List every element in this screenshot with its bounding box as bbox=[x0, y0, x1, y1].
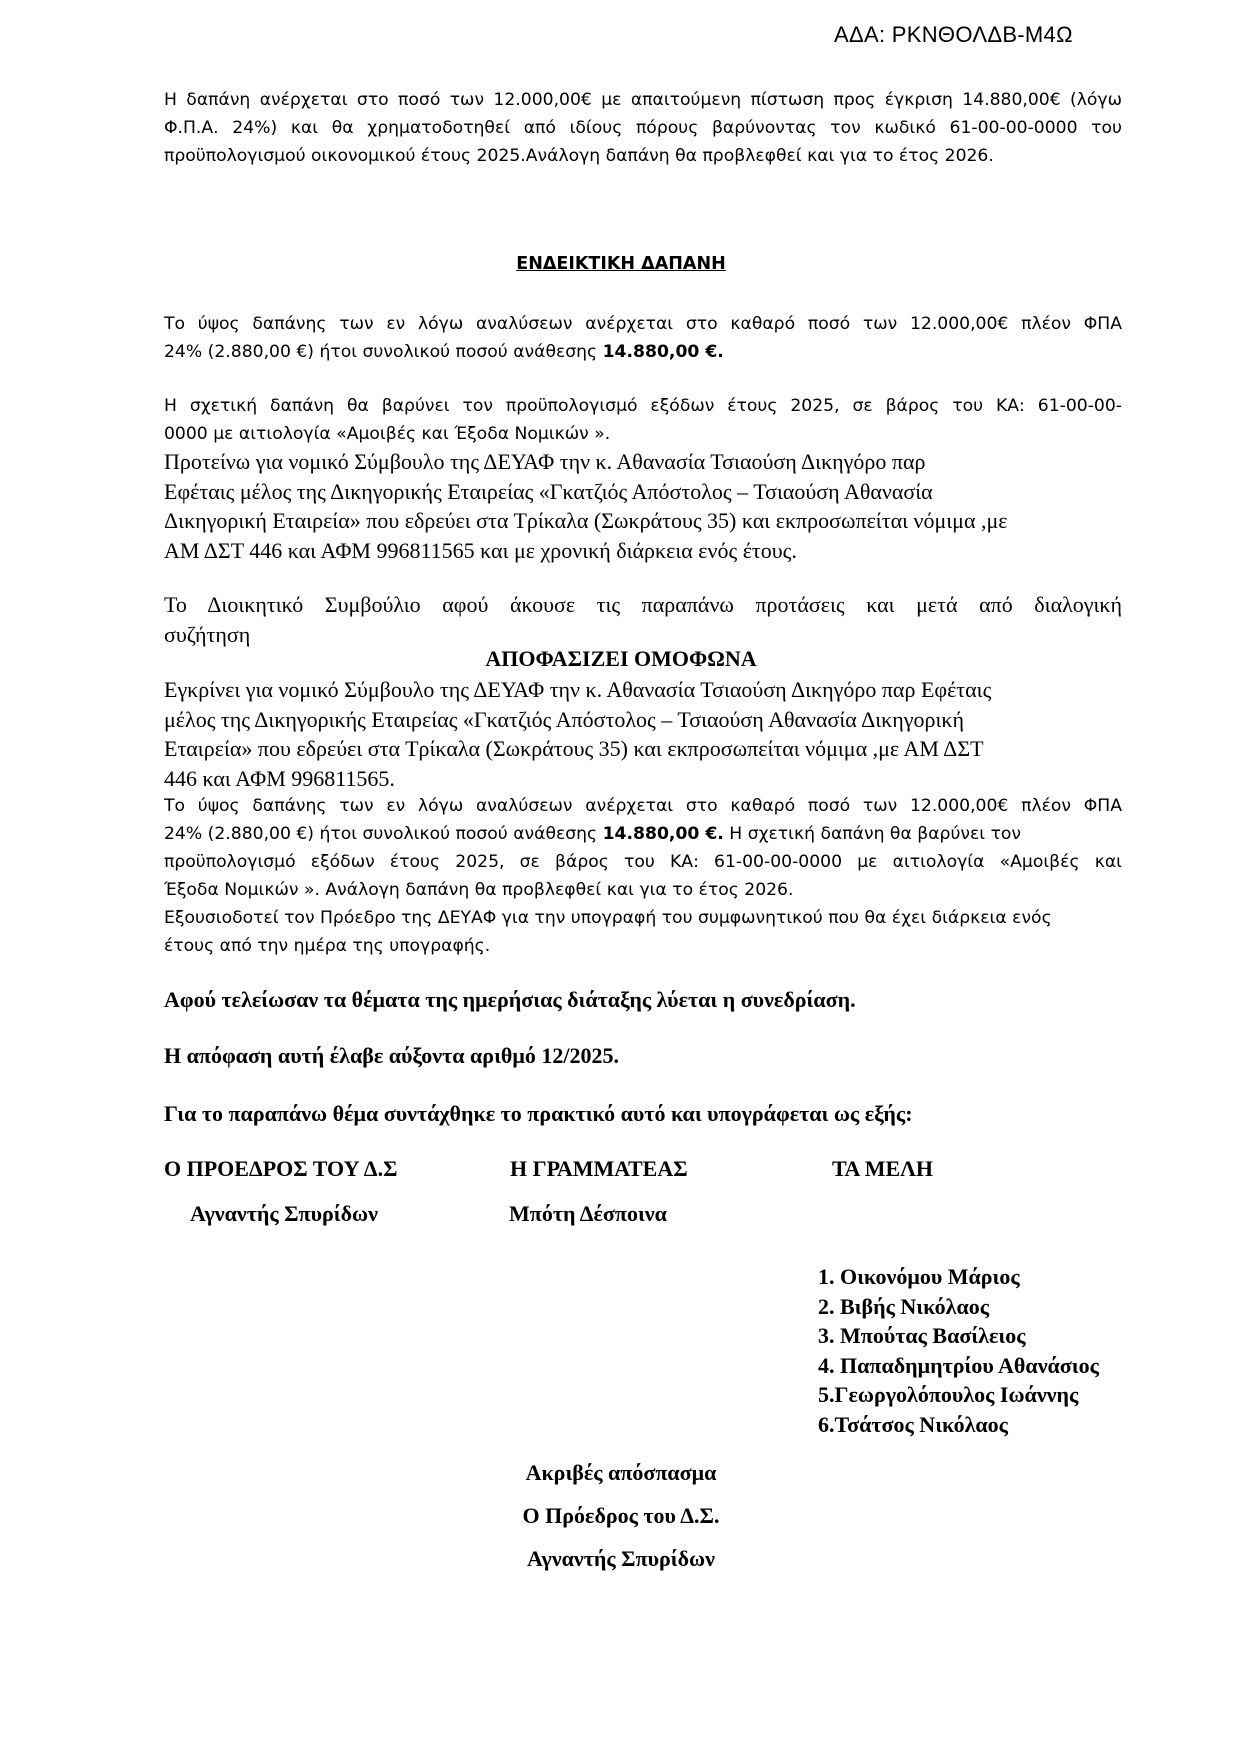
approval-cost-text: 24% (2.880,00 €) ήτοι συνολικού ποσού ανάθεσης bbox=[164, 824, 603, 844]
intro-paragraph bbox=[164, 86, 1122, 170]
board-paragraph bbox=[164, 590, 1122, 649]
member-item: 4. Παπαδημητρίου Αθανάσιος bbox=[818, 1352, 1099, 1378]
proposal-line: Εφέταις μέλος της Δικηγορικής Εταιρείας «Γκατζιός Απόστολος – Τσιαούση Αθανασία bbox=[164, 478, 933, 504]
approval-paragraph bbox=[164, 675, 1122, 793]
approval-line: Εγκρίνει για νομικό Σύμβουλο της ΔΕΥΑΦ την κ. Αθανασία Τσιαούση Δικηγόρο παρ Εφέταις bbox=[164, 677, 992, 702]
proposal-line: Προτείνω για νομικό Σύμβουλο της ΔΕΥΑΦ την κ. Αθανασία Τσιαούση Δικηγόρο παρ bbox=[164, 449, 926, 474]
cost-line: Το ύψος δαπάνης των εν λόγω αναλύσεων ανέρχεται στο καθαρό ποσό των 12.000,00€ πλέον ΦΠΑ bbox=[164, 314, 1122, 334]
ada-code: ΑΔΑ: ΡΚΝΘΟΛΔΒ-Μ4Ω bbox=[834, 22, 1073, 47]
intro-line: Η δαπάνη ανέρχεται στο ποσό των 12.000,00€ με απαιτούμενη πίστωση προς έγκριση 14.880,00€ (λόγω bbox=[164, 90, 1122, 110]
member-item: 1. Οικονόμου Μάριος bbox=[818, 1264, 1020, 1289]
footer-president-title: Ο Πρόεδρος του Δ.Σ. bbox=[522, 1503, 720, 1528]
closing-line-2: Η απόφαση αυτή έλαβε αύξοντα αριθμό 12/2025. bbox=[164, 1043, 619, 1068]
approval-cost-amount: 14.880,00 €. bbox=[602, 824, 724, 844]
cost-paragraph bbox=[164, 310, 1122, 366]
footer-extract-label: Ακριβές απόσπασμα bbox=[525, 1460, 717, 1485]
board-line: Το Διοικητικό Συμβούλιο αφού άκουσε τις παραπάνω προτάσεις και μετά από διαλογική bbox=[164, 592, 1122, 617]
cost-amount: 14.880,00 €. bbox=[602, 342, 724, 362]
approval-cost-line bbox=[164, 820, 1122, 848]
approval-cost-line: προϋπολογισμό εξόδων έτους 2025, σε βάρος του ΚΑ: 61-00-00-0000 με αιτιολογία «Αμοιβές και bbox=[164, 852, 1122, 872]
secretary-name: Μπότη Δέσποινα bbox=[509, 1201, 667, 1226]
approval-cost-text: Η σχετική δαπάνη θα βαρύνει τον bbox=[723, 824, 1022, 844]
member-item: 6.Τσάτσος Νικόλαος bbox=[818, 1411, 1008, 1437]
approval-line: 446 και ΑΦΜ 996811565. bbox=[164, 765, 395, 791]
budget-paragraph bbox=[164, 392, 1122, 448]
member-item: 2. Βιβής Νικόλαος bbox=[818, 1293, 990, 1319]
approval-cost-line: Το ύψος δαπάνης των εν λόγω αναλύσεων ανέρχεται στο καθαρό ποσό των 12.000,00€ πλέον ΦΠΑ bbox=[164, 796, 1122, 816]
president-name: Αγναντής Σπυρίδων bbox=[190, 1201, 378, 1226]
proposal-line: Δικηγορική Εταιρεία» που εδρεύει στα Τρίκαλα (Σωκράτους 35) και εκπροσωπείται νόμιμα ,με bbox=[164, 508, 1008, 533]
board-line: συζήτηση bbox=[164, 621, 251, 647]
members-title: ΤΑ ΜΕΛΗ bbox=[832, 1156, 934, 1181]
approval-cost-line: Έξοδα Νομικών ». Ανάλογη δαπάνη θα προβλεφθεί και για το έτος 2026. bbox=[164, 880, 794, 900]
approval-line: μέλος της Δικηγορικής Εταιρείας «Γκατζιός Απόστολος – Τσιαούση Αθανασία Δικηγορική bbox=[164, 706, 964, 732]
president-title: Ο ΠΡΟΕΔΡΟΣ ΤΟΥ Δ.Σ bbox=[164, 1156, 398, 1181]
intro-line: προϋπολογισμού οικονομικού έτους 2025.Ανάλογη δαπάνη θα προβλεφθεί και για το έτος 2026. bbox=[164, 146, 994, 166]
cost-text: 24% (2.880,00 €) ήτοι συνολικού ποσού ανάθεσης bbox=[164, 342, 603, 362]
proposal-line: ΑΜ ΔΣΤ 446 και ΑΦΜ 996811565 και με χρονική διάρκεια ενός έτους. bbox=[164, 537, 797, 563]
decision-heading: ΑΠΟΦΑΣΙΖΕΙ ΟΜΟΦΩΝΑ bbox=[485, 646, 757, 671]
members-list bbox=[818, 1262, 1099, 1439]
approval-line: Εταιρεία» που εδρεύει στα Τρίκαλα (Σωκράτους 35) και εκπροσωπείται νόμιμα ,με ΑΜ ΔΣΤ bbox=[164, 736, 984, 761]
approval-cost-line: έτους από την ημέρα της υπογραφής. bbox=[164, 936, 491, 956]
secretary-title: Η ΓΡΑΜΜΑΤΕΑΣ bbox=[510, 1156, 688, 1181]
budget-line: 0000 με αιτιολογία «Αμοιβές και Έξοδα Νομικών ». bbox=[164, 424, 611, 444]
footer-president-name: Αγναντής Σπυρίδων bbox=[527, 1546, 715, 1571]
proposal-paragraph bbox=[164, 447, 1122, 565]
budget-line: Η σχετική δαπάνη θα βαρύνει τον προϋπολογισμό εξόδων έτους 2025, σε βάρος του ΚΑ: 61-00-00- bbox=[164, 396, 1122, 416]
cost-line bbox=[164, 338, 1122, 366]
member-item: 5.Γεωργολόπουλος Ιωάννης bbox=[818, 1382, 1079, 1407]
member-item: 3. Μπούτας Βασίλειος bbox=[818, 1323, 1026, 1348]
section-heading: ΕΝΔΕΙΚΤΙΚΗ ΔΑΠΑΝΗ bbox=[516, 254, 726, 274]
closing-line-1: Αφού τελείωσαν τα θέματα της ημερήσιας διάταξης λύεται η συνεδρίαση. bbox=[164, 987, 856, 1012]
approval-cost-paragraph bbox=[164, 792, 1122, 960]
closing-line-3: Για το παραπάνω θέμα συντάχθηκε το πρακτικό αυτό και υπογράφεται ως εξής: bbox=[164, 1101, 913, 1126]
intro-line: Φ.Π.Α. 24%) και θα χρηματοδοτηθεί από ιδίους πόρους βαρύνοντας τον κωδικό 61-00-00-0000 του bbox=[164, 118, 1122, 138]
approval-cost-line: Εξουσιοδοτεί τον Πρόεδρο της ΔΕΥΑΦ για την υπογραφή του συμφωνητικού που θα έχει διάρκεια ενός bbox=[164, 908, 1052, 928]
